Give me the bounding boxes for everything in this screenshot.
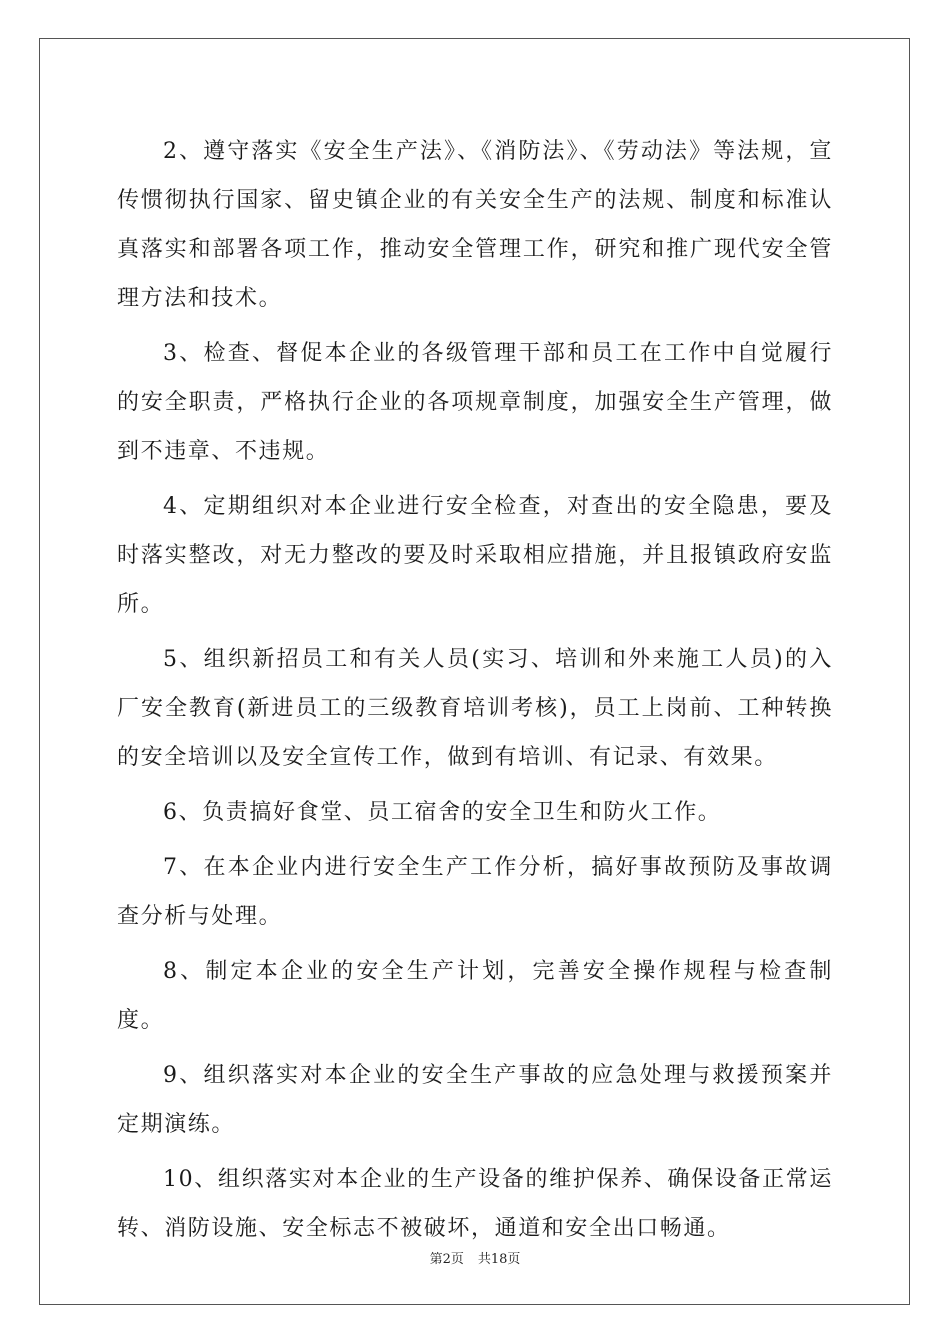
paragraph-7: 7、在本企业内进行安全生产工作分析，搞好事故预防及事故调查分析与处理。: [117, 855, 833, 929]
paragraph-6: 6、负责搞好食堂、员工宿舍的安全卫生和防火工作。: [163, 800, 722, 825]
paragraph-8: 8、制定本企业的安全生产计划，完善安全操作规程与检查制度。: [117, 959, 833, 1033]
paragraph-5: 5、组织新招员工和有关人员(实习、培训和外来施工人员)的入厂安全教育(新进员工的三级教育培训考核)，员工上岗前、工种转换的安全培训以及安全宣传工作，做到有培训、有记录、有效果。: [117, 647, 833, 770]
page-number: 第2页: [429, 1252, 464, 1267]
page-total: 共18页: [477, 1252, 521, 1267]
paragraph-3: 3、检查、督促本企业的各级管理干部和员工在工作中自觉履行的安全职责，严格执行企业的各项规章制度，加强安全生产管理，做到不违章、不违规。: [117, 341, 833, 464]
page-footer: [0, 1248, 950, 1267]
paragraph-9: 9、组织落实对本企业的安全生产事故的应急处理与救援预案并定期演练。: [117, 1063, 833, 1137]
paragraph-2: 2、遵守落实《安全生产法》、《消防法》、《劳动法》等法规，宣传惯彻执行国家、留史镇企业的有关安全生产的法规、制度和标准认真落实和部署各项工作，推动安全管理工作，研究和推广现代安全管理方法和技术。: [117, 139, 833, 311]
paragraph-10: 10、组织落实对本企业的生产设备的维护保养、确保设备正常运转、消防设施、安全标志不被破坏，通道和安全出口畅通。: [117, 1167, 833, 1241]
document-body: [117, 127, 833, 1259]
paragraph-4: 4、定期组织对本企业进行安全检查，对查出的安全隐患，要及时落实整改，对无力整改的要及时采取相应措施，并且报镇政府安监所。: [117, 494, 833, 617]
